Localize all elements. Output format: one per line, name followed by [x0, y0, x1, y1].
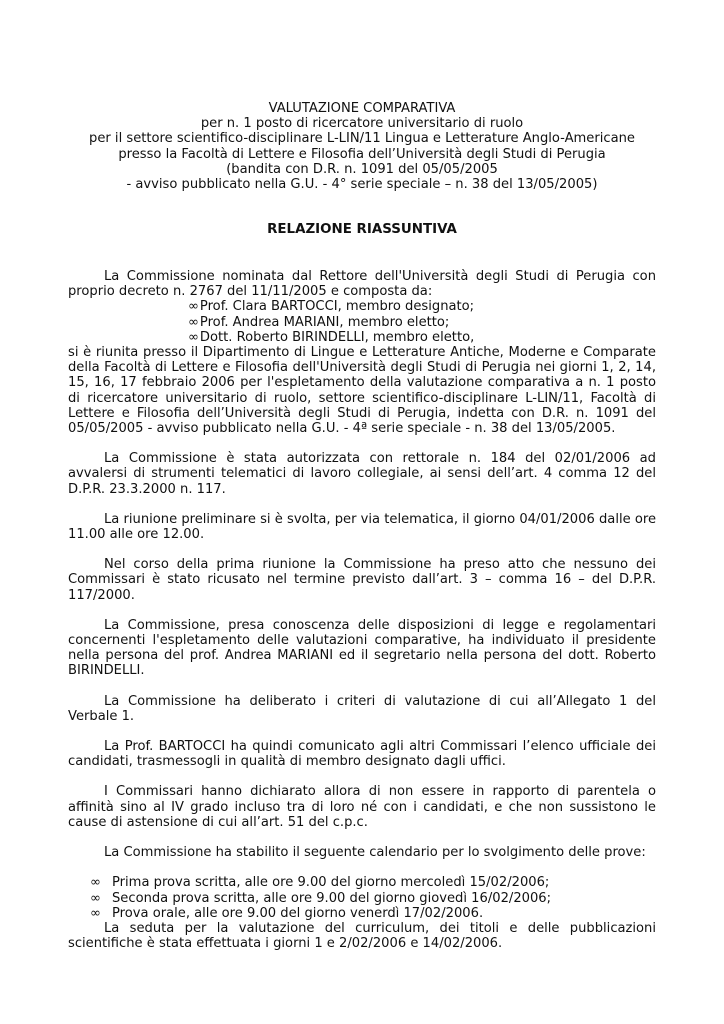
exam-schedule-list	[68, 875, 656, 921]
paragraph-president-secretary: La Commissione, presa conoscenza delle disposizioni di legge e regolamentari concernenti l'espletamento delle valutazioni comparative, ha individuato il presidente nella persona del prof. Andrea MARIANI ed il segretario nella persona del dott. Roberto BIRINDELLI.	[68, 617, 656, 679]
header-line-6: - avviso pubblicato nella G.U. - 4° serie speciale – n. 38 del 13/05/2005)	[126, 177, 598, 193]
paragraph-calendar-intro: La Commissione ha stabilito il seguente calendario per lo svolgimento delle prove:	[104, 845, 646, 861]
schedule-item	[68, 906, 656, 921]
document-header	[0, 101, 724, 192]
header-line-3: per il settore scientifico-disciplinare L-LIN/11 Lingua e Letterature Anglo-Americane	[89, 131, 635, 147]
infinity-bullet-icon: ∞	[188, 299, 199, 315]
header-line-4: presso la Facoltà di Lettere e Filosofia dell’Università degli Studi di Perugia	[118, 146, 606, 162]
schedule-item	[68, 875, 656, 890]
paragraph-no-recusal: Nel corso della prima riunione la Commissione ha preso atto che nessuno dei Commissari è stato ricusato nel termine previsto dall’art. 3 – comma 16 – del D.P.R. 117/2000.	[68, 557, 656, 603]
infinity-bullet-icon: ∞	[188, 314, 199, 330]
paragraph-meeting-details: si è riunita presso il Dipartimento di Lingue e Letterature Antiche, Moderne e Comparate della Facoltà di Lettere e Filosofia dell'Università degli Studi di Perugia nei giorni 1, 2, 14, 15, 16, 17 febbraio 2006 per l'espletamento della valutazione comparativa a n. 1 posto di ricercatore universitario di ruolo, settore scientifico-disciplinare L-LIN/11, Facoltà di Lettere e Filosofia dell’Università degli Studi di Perugia, indetta con D.R. n. 1091 del 05/05/2005 - avviso pubblicato nella G.U. - 4ª serie speciale - n. 38 del 13/05/2005.	[68, 345, 656, 437]
header-line-5: (bandita con D.R. n. 1091 del 05/05/2005	[226, 161, 498, 177]
infinity-bullet-icon: ∞	[90, 890, 101, 906]
document-body	[68, 269, 656, 951]
member-text: Prof. Clara BARTOCCI, membro designato;	[199, 299, 475, 315]
header-line-2: per n. 1 posto di ricercatore universitario di ruolo	[200, 116, 524, 132]
paragraph-declaration: I Commissari hanno dichiarato allora di non essere in rapporto di parentela o affinità sino al IV grado incluso tra di loro né con i candidati, e che non sussistono le cause di astensione di cui all’art. 51 del c.p.c.	[68, 784, 656, 830]
header-line-1: VALUTAZIONE COMPARATIVA	[268, 101, 456, 116]
member-item	[68, 315, 656, 330]
schedule-text: Seconda prova scritta, alle ore 9.00 del giorno giovedì 16/02/2006;	[112, 890, 552, 906]
commission-members-list	[68, 299, 656, 345]
paragraph-evaluation-session: La seduta per la valutazione del curriculum, dei titoli e delle pubblicazioni scientifiche è stata effettuata i giorni 1 e 2/02/2006 e 14/02/2006.	[68, 920, 656, 952]
schedule-item	[68, 891, 656, 906]
member-text: Prof. Andrea MARIANI, membro eletto;	[199, 314, 450, 330]
schedule-text: Prova orale, alle ore 9.00 del giorno venerdì 17/02/2006.	[112, 905, 484, 921]
paragraph-criteria: La Commissione ha deliberato i criteri di valutazione di cui all’Allegato 1 del Verbale 1.	[68, 693, 656, 724]
infinity-bullet-icon: ∞	[90, 875, 101, 891]
member-text: Dott. Roberto BIRINDELLI, membro eletto,	[199, 329, 475, 345]
document-title: RELAZIONE RIASSUNTIVA	[267, 222, 457, 237]
member-item	[68, 330, 656, 345]
infinity-bullet-icon: ∞	[90, 905, 101, 921]
paragraph-preliminary-meeting: La riunione preliminare si è svolta, per via telematica, il giorno 04/01/2006 dalle ore 11.00 alle ore 12.00.	[68, 511, 656, 543]
schedule-text: Prima prova scritta, alle ore 9.00 del giorno mercoledì 15/02/2006;	[112, 875, 550, 891]
infinity-bullet-icon: ∞	[188, 329, 199, 345]
paragraph-authorization: La Commissione è stata autorizzata con rettorale n. 184 del 02/01/2006 ad avvalersi di strumenti telematici di lavoro collegiale, ai sensi dell’art. 4 comma 12 del D.P.R. 23.3.2000 n. 117.	[68, 451, 656, 497]
paragraph-intro: La Commissione nominata dal Rettore dell'Università degli Studi di Perugia con proprio decreto n. 2767 del 11/11/2005 e composta da:	[68, 269, 656, 300]
member-item	[68, 299, 656, 314]
paragraph-candidates-list: La Prof. BARTOCCI ha quindi comunicato agli altri Commissari l’elenco ufficiale dei candidati, trasmessogli in qualità di membro designato dagli uffici.	[68, 739, 656, 770]
